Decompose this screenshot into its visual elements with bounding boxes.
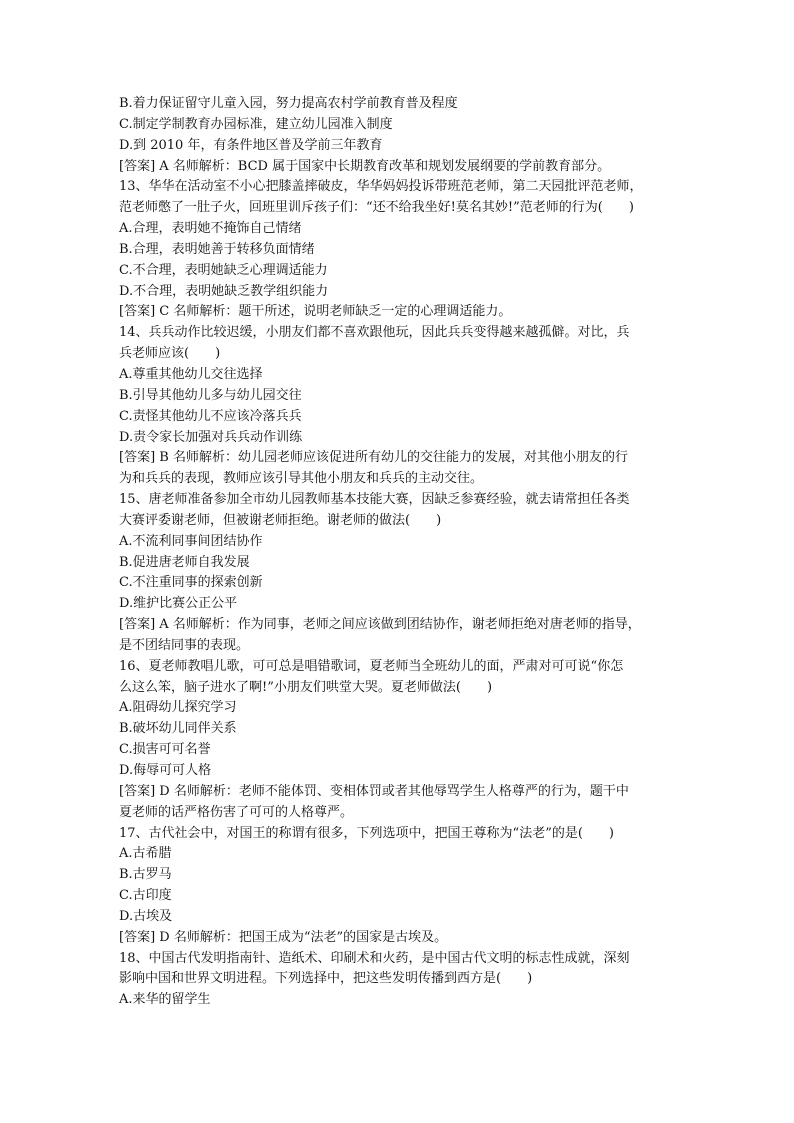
- option-line: A.合理，表明她不掩饰自己情绪: [119, 221, 302, 237]
- option-line: D.责令家长加强对兵兵动作训练: [119, 429, 303, 445]
- option-line: C.责怪其他幼儿不应该冷落兵兵: [119, 408, 302, 424]
- option-line: B.促进唐老师自我发展: [119, 554, 250, 570]
- answer-explanation-line: 夏老师的话严格伤害了可可的人格尊严。: [119, 804, 354, 820]
- option-line: D.不合理，表明她缺乏教学组织能力: [119, 283, 329, 299]
- answer-explanation-line: 是不团结同事的表现。: [119, 637, 250, 653]
- option-line: A.古希腊: [119, 846, 172, 862]
- option-line: A.不流利同事间团结协作: [119, 533, 263, 549]
- option-line: C.损害可可名誉: [119, 742, 211, 758]
- question-text-line: 17、古代社会中，对国王的称谓有很多，下列选项中，把国王尊称为“法老”的是( ): [119, 825, 614, 841]
- question-text-line: 大赛评委谢老师，但被谢老师拒绝。谢老师的做法( ): [119, 512, 442, 528]
- option-line: C.古印度: [119, 888, 172, 904]
- answer-explanation-line: [答案] A 名师解析：作为同事，老师之间应该做到团结协作，谢老师拒绝对唐老师的指导，: [119, 617, 641, 633]
- option-line: A.阻碍幼儿探究学习: [119, 700, 237, 716]
- answer-explanation-line: [答案] B 名师解析：幼儿园老师应该促进所有幼儿的交往能力的发展，对其他小朋友的行: [119, 450, 628, 466]
- option-line: D.到 2010 年，有条件地区普及学前三年教育: [119, 137, 383, 153]
- answer-explanation-line: [答案] D 名师解析：老师不能体罚、变相体罚或者其他辱骂学生人格尊严的行为，题干中: [119, 783, 629, 799]
- option-line: D.侮辱可可人格: [119, 763, 212, 778]
- question-text-line: 影响中国和世界文明进程。下列选择中，把这些发明传播到西方是( ): [119, 971, 533, 987]
- question-text-line: 兵老师应该( ): [119, 346, 221, 362]
- option-line: D.古埃及: [119, 908, 173, 924]
- answer-explanation-line: [答案] A 名师解析：BCD 属于国家中长期教育改革和规划发展纲要的学前教育部分。: [119, 158, 611, 174]
- question-text-line: 13、华华在活动室不小心把膝盖摔破皮，华华妈妈投诉带班范老师，第二天园批评范老师，: [119, 179, 643, 195]
- option-line: B.合理，表明她善于转移负面情绪: [119, 241, 315, 257]
- question-text-line: 18、中国古代发明指南针、造纸术、印刷术和火药，是中国古代文明的标志性成就，深刻: [119, 950, 630, 966]
- answer-explanation-line: 为和兵兵的表现，教师应该引导其他小朋友和兵兵的主动交往。: [119, 471, 484, 487]
- option-line: B.破坏幼儿同伴关系: [119, 721, 237, 737]
- answer-explanation-line: [答案] D 名师解析：把国王成为“法老”的国家是古埃及。: [119, 929, 448, 945]
- option-line: C.不注重同事的探索创新: [119, 575, 263, 591]
- option-line: B.着力保证留守儿童入园，努力提高农村学前教育普及程度: [119, 96, 458, 111]
- option-line: A.尊重其他幼儿交往选择: [119, 366, 263, 382]
- answer-explanation-line: [答案] C 名师解析：题干所述，说明老师缺乏一定的心理调适能力。: [119, 304, 512, 320]
- question-text-line: 14、兵兵动作比较迟缓，小朋友们都不喜欢跟他玩，因此兵兵变得越来越孤僻。对比，兵: [119, 325, 630, 341]
- option-line: C.制定学制教育办园标准，建立幼儿园准入制度: [119, 116, 393, 132]
- option-line: B.引导其他幼儿多与幼儿园交往: [119, 387, 302, 403]
- question-text-line: 15、唐老师准备参加全市幼儿园教师基本技能大赛，因缺乏参赛经验，就去请常担任各类: [119, 492, 630, 508]
- option-line: D.维护比赛公正公平: [119, 596, 238, 612]
- document-page: [119, 94, 679, 1011]
- option-line: B.古罗马: [119, 867, 172, 883]
- option-line: C.不合理，表明她缺乏心理调适能力: [119, 262, 328, 278]
- question-text-line: 16、夏老师教唱儿歌，可可总是唱错歌词，夏老师当全班幼儿的面，严肃对可可说“你怎: [119, 658, 624, 674]
- question-text-line: 范老师憋了一肚子火，回班里训斥孩子们：“还不给我坐好!莫名其妙!”范老师的行为( ): [119, 200, 634, 216]
- option-line: A.来华的留学生: [119, 992, 211, 1008]
- question-text-line: 么这么笨，脑子进水了啊!”小朋友们哄堂大哭。夏老师做法( ): [119, 679, 493, 695]
